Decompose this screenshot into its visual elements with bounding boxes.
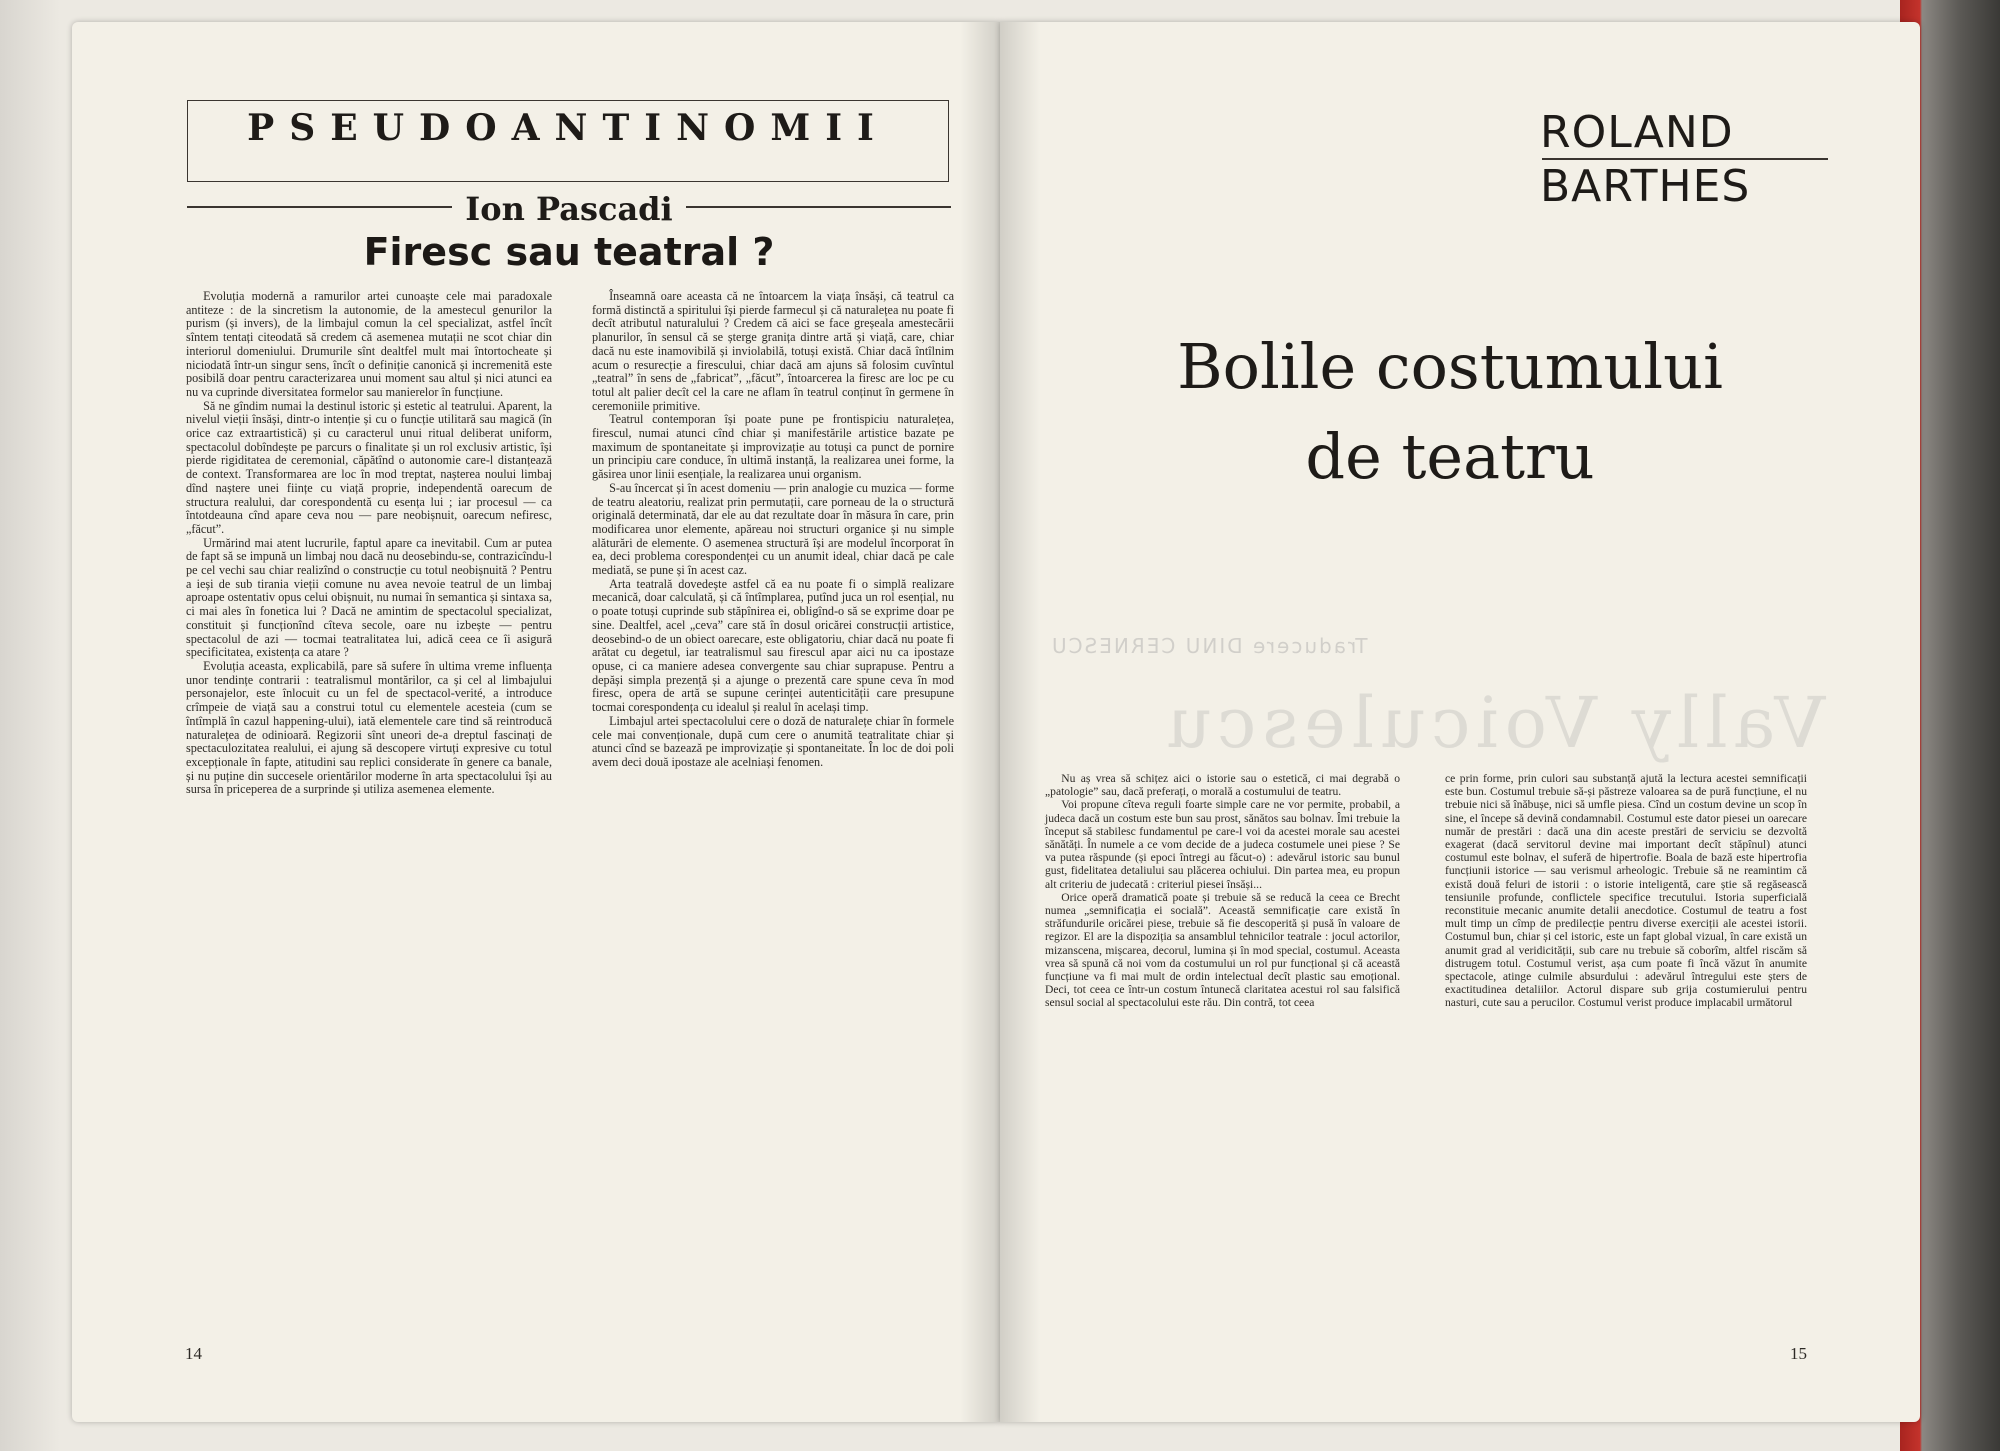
series-title: PSEUDOANTINOMII [247, 107, 889, 149]
title-line-1: Bolile costumului [1177, 330, 1723, 403]
title-line-2: de teatru [1305, 420, 1595, 493]
paragraph: S-au încercat și în acest domeniu — prin analogie cu muzica — forme de teatru aleatoriu, realizat prin permutații, care porneau de la o structură originală determinată, dar ele au dat rezultate doar în măsura în care, prin modificarea unor elemente, apăreau noi structuri organice și nu simple alăturări de elemente. O asemenea structură își are modelul încorporat în ea, deci problema corespondenței cu un anumit ideal, chiar dacă pe cale mediată, se pune și în acest caz. [592, 480, 954, 578]
text-column-2 [1445, 772, 1807, 1010]
author-rule-right [686, 206, 951, 208]
author-name: Ion Pascadi [465, 190, 673, 228]
article-title [1100, 322, 1800, 502]
paragraph: Limbajul artei spectacolului cere o doză de naturalețe chiar în formele cele mai convenționale, după cum cere o anumită teatralitate chiar și atunci cînd se bazează pe improvizație și spontaneitate. În loc de doi poli avem deci două ipostaze ale acelniași fenomen. [592, 713, 954, 769]
text-column-1 [1045, 772, 1400, 1010]
author-block [1540, 108, 1870, 212]
author-line-2: BARTHES [1540, 160, 1751, 212]
paragraph: Voi propune cîteva reguli foarte simple care ne vor permite, probabil, a judeca dacă un costum este bun sau prost, sănătos sau bolnav. Îmi trebuie la început să stabilesc fundamentul pe care-l voi da acestei morale sau acestei sănătăți. În numele a ce vom decide de a judeca costumele unei piese ? Se va putea răspunde (și epoci întregi au făcut-o) : adevărul istoric sau bunul gust, fidelitatea detaliului sau plăcerea ochiului. Din partea mea, eu propun alt criteriu de judecată : criteriul piesei însăși... [1045, 798, 1400, 891]
paragraph: Evoluția aceasta, explicabilă, pare să sufere în ultima vreme influența unor tendințe contrarii : teatralismul montărilor, ca și cel al limbajului personajelor, este înlocuit cu un fel de spectacol-verité, a introduce crîmpeie de viață sau a construi totul cu elementele acesteia (cum se întîmplă în cazul happening-ului), iată elementele care tind să reintroducă naturalețea de odinioară. Regizorii sînt uneori de-a dreptul fascinați de spectaculozitatea realului, ei ajung să descopere virtuți expresive cu totul excepționale în fapte, atitudini sau replici considerate în genere ca banale, și nu puține din succesele orientărilor moderne în arta spectacolului își au sursa în priceperea de a surprinde și utiliza asemenea elemente. [186, 658, 552, 797]
text-column-1 [186, 290, 552, 797]
author-row [187, 190, 951, 230]
author-line-1: ROLAND [1540, 107, 1734, 158]
series-header-box [187, 100, 949, 182]
paragraph: ce prin forme, prin culori sau substanță ajută la lectura acestei semnificații este bun. Costumul trebuie să-și păstreze valoarea sa de pură funcțiune, el nu trebuie nici să înăbușe, nici să umfle piesa. Cînd un costum devine un scop în sine, el începe să devină condamnabil. Costumul este dator piesei un oarecare număr de prestări : dacă una din aceste prestări de serviciu se dezvoltă exagerat (dacă servitorul devine mai important decît stăpînul) atunci costumul este bolnav, el suferă de hipertrofie. Boala de bază este hipertrofia funcțiunii istorice — sau verismul arheologic. Trebuie să ne reamintim că există două feluri de istorii : o istorie inteligentă, care știe să regăsească tensiunile profunde, conflictele specifice trecutului. Istoria superficială reconstituie mecanic anumite detalii anecdotice. Costumul de teatru a fost mult timp un cîmp de predilecție pentru diverse exerciții ale acestei istorii. Costumul bun, chiar și cel istoric, este un fapt global vizual, în care există un anumit grad al veridicității, sub care nu trebuie să coborîm, altfel riscăm să distrugem totul. Costumul verist, așa cum poate fi încă văzut în anumite spectacole, atinge culmile absurdului : adevărul întregului este șters de exactitudinea detaliilor. Actorul dispare sub grija costumierului pentru nasturi, cute sau a perucilor. Costumul verist produce implacabil următorul [1445, 772, 1807, 1010]
gutter-shadow [960, 22, 1000, 1422]
paragraph: Orice operă dramatică poate și trebuie să se reducă la ceea ce Brecht numea „semnificația ei socială”. Această semnificație care există în străfundurile oricărei piese, trebuie să fie descoperită și pusă în valoare de regizor. El are la dispoziția sa ansamblul tehnicilor teatrale : jocul actorilor, mizanscena, mișcarea, decorul, lumina și în mod special, costumul. Aceasta vrea să spună că noi vom da costumului un rol pur funcțional și că această funcțiune va fi mai mult de ordin intelectual decît plastic sau emoțional. Deci, tot ceea ce într-un costum întunecă claritatea acestui rol sau falsifică sensul social al spectacolului este rău. Din contră, tot ceea [1045, 890, 1400, 1010]
page-number: 15 [1790, 1344, 1807, 1363]
text-column-2 [592, 290, 954, 770]
right-page [1000, 22, 1920, 1422]
article-title: Firesc sau teatral ? [363, 230, 775, 274]
paragraph: Înseamnă oare aceasta că ne întoarcem la viața însăși, că teatrul ca formă distinctă a spiritului își pierde farmecul și că naturalețea nu poate fi decît atributul naturalului ? Credem că aici se face greșeala amestecării planurilor, în sensul că se șterge granița dintre artă și viață, care, chiar dacă nu este inamovibilă și inviolabilă, totuși există. Chiar dacă întîlnim acum o resurecție a firescului, chiar dacă am ajuns să folosim cuvîntul „teatral” în sens de „fabricat”, „făcut”, întoarcerea la firesc are loc pe cu totul alt palier decît cel la care ne aflam în teatrul conținut în germene în ceremoniile primitive. [592, 289, 954, 413]
paragraph: Urmărind mai atent lucrurile, faptul apare ca inevitabil. Cum ar putea de fapt să se impună un limbaj nou dacă nu deosebindu-se, contrazicîndu-l pe cel vechi sau chiar realizînd o construcție cu totul neobișnuită ? Pentru a ieși de sub tirania vieții comune nu avea nevoie teatrul de un limbaj aproape ostentativ opus celui obișnuit, nu numai în semantica și sintaxa sa, ci mai ales în fonetica lui ? Dacă ne amintim de spectacolul specializat, constituit și funcționînd cîteva secole, oare nu izbește — pentru spectacolul de azi — tocmai teatralitatea lui, adică ceea ce îi asigură specificitatea, existența ca atare ? [186, 535, 552, 660]
bleed-through-text: Vally Voiculescu [1160, 682, 1826, 764]
paragraph: Teatrul contemporan își poate pune pe frontispiciu naturalețea, firescul, numai atunci cînd chiar și manifestările artistice bazate pe maximum de spontaneitate și improvizație au totuși ca punct de pornire un principiu care conduce, în ultimă instanță, la realizarea unei forme, la găsirea unor linii esențiale, la realizarea unui organism. [592, 412, 954, 482]
bleed-through-text: Traducere DINU CERNESCU [1050, 634, 1368, 658]
gutter-shadow [1000, 22, 1040, 1422]
paragraph: Să ne gîndim numai la destinul istoric și estetic al teatrului. Aparent, la nivelul vieții însăși, dintr-o intenție și cu o funcție utilitară sau magică (în orice caz extraartistică) și cu caracterul unui ritual deliberat uniform, spectacolul dobîndește pe parcurs o finalitate și un rol exclusiv artistic, își pierde rigiditatea de ceremonial, căpătînd o autonomie care-l distanțează de context. Transformarea are loc în mod treptat, nașterea noului limbaj dînd naștere unei ființe cu viață proprie, independentă oarecum de structura realului, dar corespondentă cu esența lui ; iar procesul — ca întotdeauna cînd apare ceva nou — pare neobișnuit, oarecum nefiresc, „făcut”. [186, 398, 552, 536]
paragraph: Arta teatrală dovedește astfel că ea nu poate fi o simplă realizare mecanică, doar calculată, și că întîmplarea, putînd juca un rol esențial, nu o poate totuși cuprinde sub stăpînirea ei, obligînd-o să se exprime doar pe sine. Dealtfel, acel „ceva” care stă în dosul oricărei construcții artistice, deosebind-o de un obiect oarecare, este obligatoriu, chiar dacă nu poate fi arătat cu degetul, iar teatralismul sau firescul apar aici nu ca ipostaze opuse, ci ca maniere adesea convergente sau chiar suprapuse. Pentru a depăși simpla prezență și a ajunge o prezentă care spune ceva în mod firesc, opera de artă se supune cerinței autenticității care presupune tocmai corespondența cu idealul și realul în același timp. [592, 576, 954, 715]
page-number: 14 [185, 1344, 202, 1363]
paragraph: Evoluția modernă a ramurilor artei cunoaște cele mai paradoxale antiteze : de la sincretism la autonomie, de la amestecul genurilor la purism (și invers), de la limbajul comun la cel specializat, astfel încît sîntem tentați citeodată să credem că asemenea mutații ne scot chiar din interiorul domeniului. Drumurile sînt dealtfel mult mai întortocheate și niciodată într-un singur sens, încît o definiție canonică și incremenită este posibilă doar pentru caracterizarea unui moment sau altul și nici atunci ea nu va cuprinde diversitatea formelor sau manierelor în funcțiune. [186, 289, 552, 399]
left-page [72, 22, 1000, 1422]
paragraph: Nu aș vrea să schițez aici o istorie sau o estetică, ci mai degrabă o „patologie” sau, dacă preferați, o morală a costumului de teatru. [1045, 772, 1400, 799]
author-rule [1542, 158, 1828, 160]
